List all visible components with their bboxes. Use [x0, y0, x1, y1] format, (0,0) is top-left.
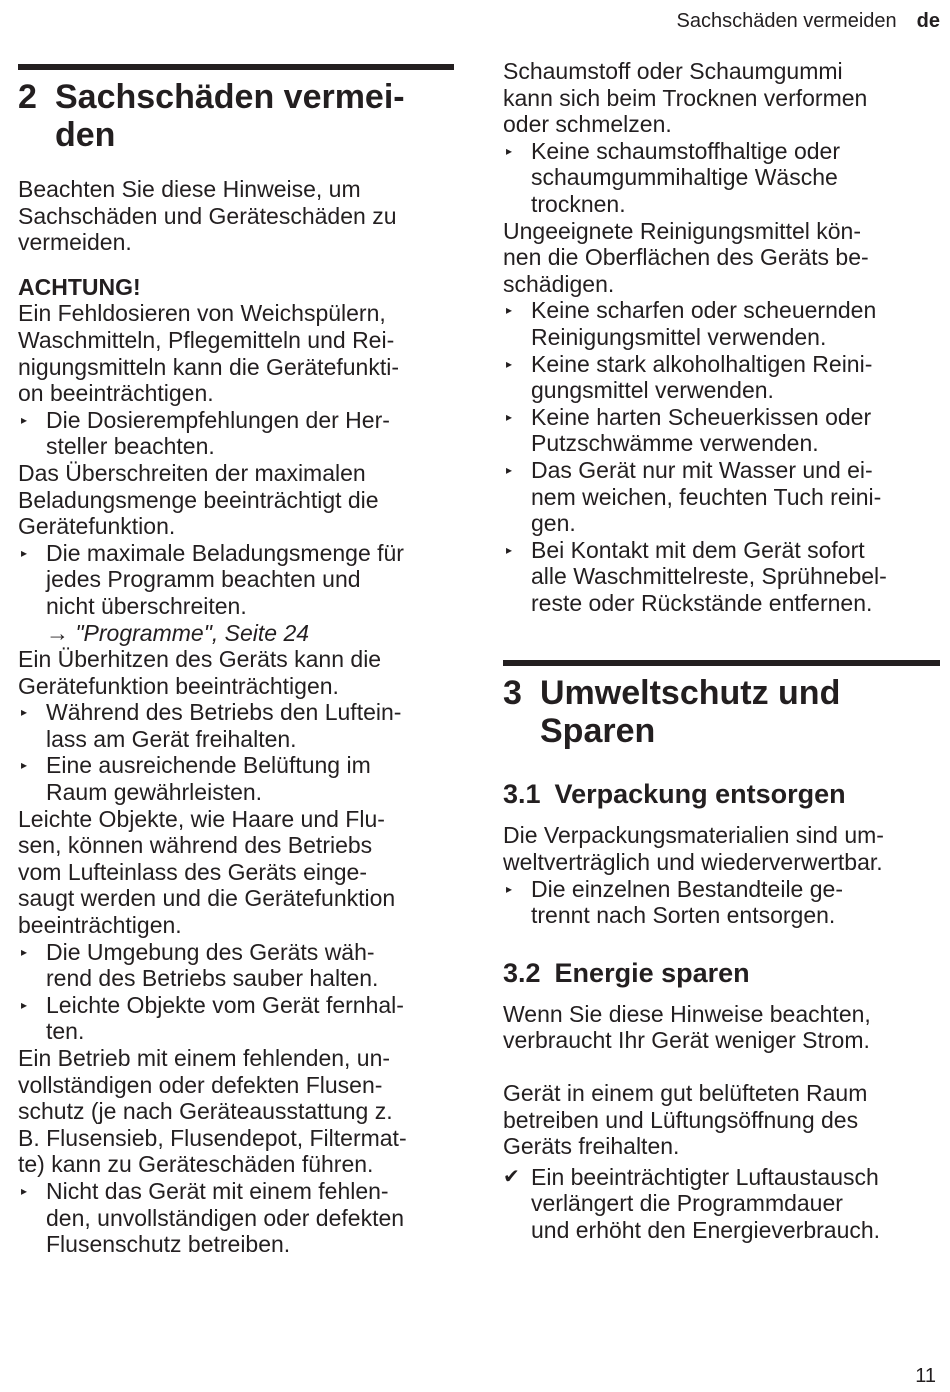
bullet-triangle-icon: ▸ — [21, 758, 28, 773]
list-item — [503, 297, 940, 350]
text-line: Gerätefunktion. — [18, 513, 176, 540]
bullet-triangle-icon: ▸ — [21, 545, 28, 560]
list-item — [18, 540, 454, 620]
text-line: Geräts freihalten. — [503, 1133, 680, 1160]
subsection-3-1-heading — [503, 778, 940, 810]
warning-label: ACHTUNG! — [18, 273, 141, 300]
spacer — [503, 616, 940, 660]
text-line: Während des Betriebs den Luftein- — [46, 699, 402, 726]
text-line: Leichte Objekte vom Gerät fernhal- — [46, 991, 404, 1018]
text-line: Ein Überhitzen des Geräts kann die — [18, 646, 382, 673]
paragraph — [18, 460, 454, 540]
section-number: 2 — [18, 78, 37, 116]
bullet-triangle-icon: ▸ — [506, 409, 513, 424]
text-line: te) kann zu Geräteschäden führen. — [18, 1151, 374, 1178]
heading-line: Sachschäden vermei- — [55, 78, 405, 116]
text-line: sen, können während des Betriebs — [18, 832, 373, 859]
text-line: Sachschäden und Geräteschäden zu — [18, 202, 397, 229]
list-item — [18, 992, 454, 1045]
paragraph — [18, 806, 454, 939]
subsection-title: Verpackung entsorgen — [554, 779, 846, 810]
section-number: 3 — [503, 674, 522, 713]
subsection-3-2-heading — [503, 957, 940, 989]
list-item — [503, 537, 940, 617]
text-line: schutz (je nach Geräteausstattung z. — [18, 1098, 393, 1125]
paragraph — [18, 646, 454, 699]
text-line: Gerät in einem gut belüfteten Raum — [503, 1080, 868, 1107]
text-line: schädigen. — [503, 270, 615, 297]
result-item — [503, 1164, 940, 1244]
paragraph — [503, 58, 940, 138]
text-line: verlängert die Programmdauer — [531, 1190, 843, 1217]
bullet-triangle-icon: ▸ — [21, 1183, 28, 1198]
bullet-triangle-icon: ▸ — [21, 944, 28, 959]
bullet-triangle-icon: ▸ — [21, 412, 28, 427]
text-line: Reinigungsmittel verwenden. — [531, 323, 827, 350]
bullet-triangle-icon: ▸ — [21, 997, 28, 1012]
text-line: Beladungsmenge beeinträchtigt die — [18, 486, 379, 513]
text-line: verbraucht Ihr Gerät weniger Strom. — [503, 1027, 870, 1054]
paragraph — [18, 300, 454, 406]
text-line: ten. — [46, 1018, 85, 1045]
text-line: Beachten Sie diese Hinweise, um — [18, 176, 361, 202]
text-line: Bei Kontakt mit dem Gerät sofort — [531, 536, 865, 563]
bullet-triangle-icon: ▸ — [506, 881, 513, 896]
text-line: Keine harten Scheuerkissen oder — [531, 403, 872, 430]
checkmark-icon: ✔ — [503, 1165, 520, 1188]
list-item — [18, 939, 454, 992]
text-line: Keine scharfen oder scheuernden — [531, 297, 877, 324]
language-code: de — [916, 10, 940, 32]
text-line: reste oder Rückstände entfernen. — [531, 589, 873, 616]
text-line: trocknen. — [531, 190, 626, 217]
paragraph — [503, 822, 940, 875]
list-item — [18, 407, 454, 460]
text-line: vollständigen oder defekten Flusen- — [18, 1071, 383, 1098]
paragraph — [503, 1001, 940, 1054]
bullet-triangle-icon: ▸ — [506, 143, 513, 158]
bullet-triangle-icon: ▸ — [506, 356, 513, 371]
text-line: Flusenschutz betreiben. — [46, 1231, 291, 1258]
intro-paragraph — [18, 176, 454, 256]
text-line: nicht überschreiten. — [46, 592, 247, 619]
bullet-triangle-icon: ▸ — [21, 705, 28, 720]
text-line: weltverträglich und wiederverwertbar. — [503, 849, 883, 876]
bullet-triangle-icon: ▸ — [506, 303, 513, 318]
text-line: Keine schaumstoffhaltige oder — [531, 137, 840, 164]
text-line: Ein beeinträchtigter Luftaustausch — [531, 1163, 879, 1190]
heading-line: Sparen — [540, 712, 656, 751]
subsection-title: Energie sparen — [554, 957, 750, 988]
text-line: kann sich beim Trocknen verformen — [503, 84, 868, 111]
text-line: beeinträchtigen. — [18, 912, 182, 939]
text-line: Wenn Sie diese Hinweise beachten, — [503, 1000, 871, 1027]
subsection-number: 3.1 — [503, 779, 541, 810]
text-line: Die Dosierempfehlungen der Her- — [46, 406, 390, 433]
text-line: oder schmelzen. — [503, 111, 672, 138]
text-line: on beeinträchtigen. — [18, 380, 214, 407]
text-line: Die maximale Beladungsmenge für — [46, 539, 404, 566]
list-item — [503, 138, 940, 218]
text-line: saugt werden und die Gerätefunktion — [18, 885, 396, 912]
text-line: Eine ausreichende Belüftung im — [46, 752, 371, 779]
text-line: alle Waschmittelreste, Sprühnebel- — [531, 563, 887, 590]
text-line: Schaumstoff oder Schaumgummi — [503, 58, 843, 84]
text-line: gungsmittel verwenden. — [531, 377, 774, 404]
text-line: betreiben und Lüftungsöffnung des — [503, 1106, 859, 1133]
heading-line: Umweltschutz und — [540, 674, 841, 713]
section-3-heading — [503, 674, 940, 750]
list-item — [18, 1178, 454, 1258]
text-line: Ein Betrieb mit einem fehlenden, un- — [18, 1045, 391, 1071]
text-line: Leichte Objekte, wie Haare und Flu- — [18, 805, 385, 832]
text-line: Das Gerät nur mit Wasser und ei- — [531, 456, 873, 483]
right-column — [503, 58, 940, 1244]
list-item — [18, 699, 454, 752]
text-line: Ungeeignete Reinigungsmittel kön- — [503, 217, 861, 244]
text-line: vom Lufteinlass des Geräts einge- — [18, 858, 368, 885]
text-line: schaumgummihaltige Wäsche — [531, 164, 838, 191]
text-line: nen die Oberflächen des Geräts be- — [503, 244, 869, 271]
text-line: nem weichen, feuchten Tuch reini- — [531, 483, 882, 510]
text-line: Gerätefunktion beeinträchtigen. — [18, 672, 339, 699]
text-line: B. Flusensieb, Flusendepot, Filtermat- — [18, 1124, 407, 1151]
list-item — [18, 752, 454, 805]
text-line: gen. — [531, 510, 576, 537]
text-line: Das Überschreiten der maximalen — [18, 459, 366, 486]
list-item — [503, 876, 940, 929]
list-item — [503, 457, 940, 537]
text-line: Die Verpackungsmaterialien sind um- — [503, 822, 884, 849]
text-line: Die Umgebung des Geräts wäh- — [46, 938, 375, 965]
text-line: Waschmitteln, Pflegemitteln und Rei- — [18, 326, 395, 353]
left-column — [18, 64, 454, 1258]
heading-line: den — [55, 116, 116, 154]
text-line: Ein Fehldosieren von Weichspülern, — [18, 300, 386, 327]
text-line: steller beachten. — [46, 433, 215, 460]
text-line: vermeiden. — [18, 229, 132, 256]
list-item — [503, 404, 940, 457]
paragraph — [503, 218, 940, 298]
section-2-heading — [18, 78, 454, 154]
running-title: Sachschäden vermeiden — [676, 10, 897, 32]
list-item — [503, 351, 940, 404]
text-line: trennt nach Sorten entsorgen. — [531, 902, 836, 929]
text-line: und erhöht den Energieverbrauch. — [531, 1217, 881, 1243]
text-line: Die einzelnen Bestandteile ge- — [531, 875, 843, 902]
page-number: 11 — [915, 1365, 936, 1387]
section-rule — [503, 660, 940, 666]
running-header — [677, 8, 940, 34]
subsection-number: 3.2 — [503, 957, 541, 988]
spacer — [503, 1054, 940, 1080]
section-rule — [18, 64, 454, 70]
text-line: lass am Gerät freihalten. — [46, 725, 297, 752]
cross-reference-link[interactable]: → "Programme", Seite 24 — [46, 619, 310, 646]
text-line: Raum gewährleisten. — [46, 779, 263, 806]
text-line: Keine stark alkoholhaltigen Reini- — [531, 350, 873, 377]
text-line: Nicht das Gerät mit einem fehlen- — [46, 1177, 389, 1204]
text-line: rend des Betriebs sauber halten. — [46, 965, 379, 992]
bullet-triangle-icon: ▸ — [506, 462, 513, 477]
bullet-triangle-icon: ▸ — [506, 542, 513, 557]
text-line: jedes Programm beachten und — [46, 566, 361, 593]
paragraph — [503, 1080, 940, 1160]
text-line: den, unvollständigen oder defekten — [46, 1204, 405, 1231]
paragraph — [18, 1045, 454, 1178]
text-line: Putzschwämme verwenden. — [531, 430, 819, 457]
text-line: nigungsmitteln kann die Gerätefunkti- — [18, 353, 399, 380]
